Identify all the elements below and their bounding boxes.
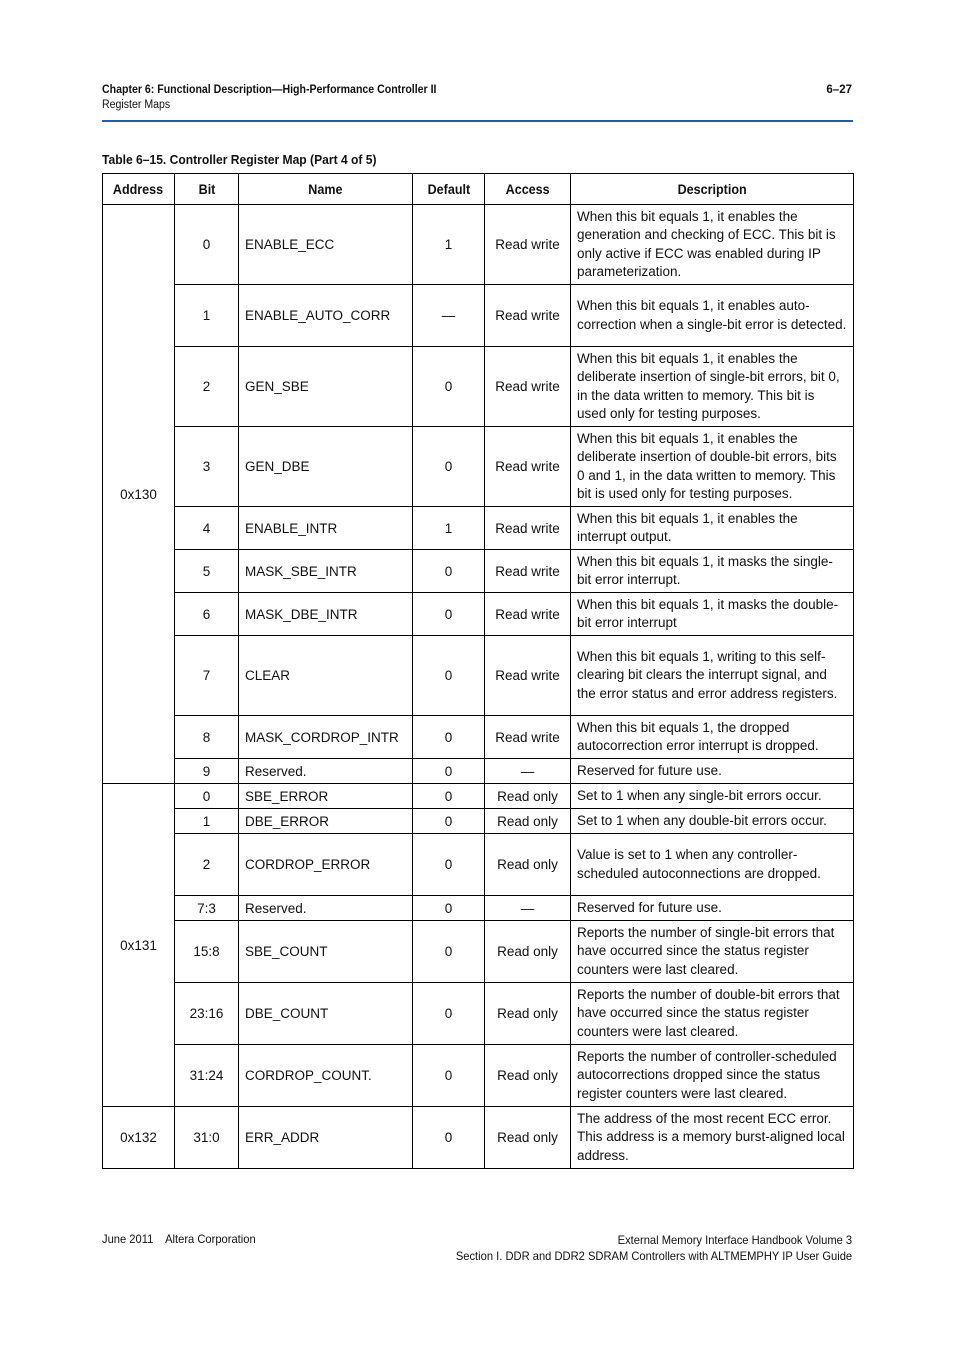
description-cell: When this bit equals 1, it enables auto-correction when a single-bit error is detected. (571, 285, 854, 347)
bit-cell: 1 (175, 809, 239, 834)
table-row (103, 427, 854, 507)
default-cell: 0 (413, 983, 485, 1045)
description-cell: When this bit equals 1, the dropped autocorrection error interrupt is dropped. (571, 716, 854, 759)
name-cell: DBE_ERROR (239, 809, 413, 834)
default-cell: 0 (413, 427, 485, 507)
table-row (103, 834, 854, 896)
section-title: Register Maps (102, 99, 171, 111)
default-cell: 0 (413, 784, 485, 809)
description-cell: When this bit equals 1, it enables the interrupt output. (571, 507, 854, 550)
default-cell: 0 (413, 1107, 485, 1169)
default-cell: 0 (413, 347, 485, 427)
access-cell: Read write (485, 716, 571, 759)
bit-cell: 7:3 (175, 896, 239, 921)
table-row (103, 896, 854, 921)
column-header-description: Description (571, 174, 854, 205)
name-cell: Reserved. (239, 759, 413, 784)
description-cell: Reports the number of controller-scheduled autocorrections dropped since the status register counters were last cleared. (571, 1045, 854, 1107)
address-cell: 0x132 (103, 1107, 175, 1169)
description-cell: Reserved for future use. (571, 896, 854, 921)
bit-cell: 2 (175, 347, 239, 427)
description-cell: The address of the most recent ECC error. This address is a memory burst-aligned local address. (571, 1107, 854, 1169)
header-rule (102, 120, 853, 122)
bit-cell: 23:16 (175, 983, 239, 1045)
bit-cell: 9 (175, 759, 239, 784)
table-row (103, 759, 854, 784)
default-cell: 0 (413, 636, 485, 716)
access-cell: Read write (485, 427, 571, 507)
table-row (103, 205, 854, 285)
table-row (103, 593, 854, 636)
table-row (103, 921, 854, 983)
table-row (103, 550, 854, 593)
address-cell: 0x131 (103, 784, 175, 1107)
name-cell: ENABLE_AUTO_CORR (239, 285, 413, 347)
access-cell: Read only (485, 809, 571, 834)
name-cell: CLEAR (239, 636, 413, 716)
default-cell: 0 (413, 759, 485, 784)
bit-cell: 7 (175, 636, 239, 716)
default-cell: 0 (413, 896, 485, 921)
footer-company: Altera Corporation (165, 1232, 256, 1246)
footer-handbook: External Memory Interface Handbook Volume 3 (617, 1233, 852, 1247)
footer-left (102, 1232, 265, 1246)
table-row (103, 716, 854, 759)
name-cell: MASK_SBE_INTR (239, 550, 413, 593)
description-cell: When this bit equals 1, it enables the generation and checking of ECC. This bit is only active if ECC was enabled during IP parameterization. (571, 205, 854, 285)
table-row (103, 1107, 854, 1169)
access-cell: Read write (485, 593, 571, 636)
bit-cell: 31:0 (175, 1107, 239, 1169)
name-cell: MASK_DBE_INTR (239, 593, 413, 636)
name-cell: Reserved. (239, 896, 413, 921)
column-header-access: Access (485, 174, 571, 205)
table-row (103, 784, 854, 809)
description-cell: Set to 1 when any double-bit errors occur. (571, 809, 854, 834)
table-row (103, 809, 854, 834)
table-caption: Table 6–15. Controller Register Map (Part 4 of 5) (102, 152, 377, 167)
name-cell: GEN_DBE (239, 427, 413, 507)
access-cell: Read only (485, 784, 571, 809)
bit-cell: 6 (175, 593, 239, 636)
column-header-bit: Bit (175, 174, 239, 205)
chapter-title: Chapter 6: Functional Description—High-Performance Controller II (102, 84, 437, 96)
table-header-row (103, 174, 854, 205)
description-cell: When this bit equals 1, writing to this self-clearing bit clears the interrupt signal, and the error status and error address registers. (571, 636, 854, 716)
bit-cell: 31:24 (175, 1045, 239, 1107)
table-row (103, 285, 854, 347)
default-cell: 1 (413, 507, 485, 550)
access-cell: Read only (485, 921, 571, 983)
description-cell: When this bit equals 1, it enables the deliberate insertion of double-bit errors, bits 0 and 1, in the data written to memory. This bit is used only for testing purposes. (571, 427, 854, 507)
table-row (103, 1045, 854, 1107)
description-cell: When this bit equals 1, it enables the deliberate insertion of single-bit errors, bit 0, in the data written to memory. This bit is used only for testing purposes. (571, 347, 854, 427)
column-header-name: Name (239, 174, 413, 205)
bit-cell: 3 (175, 427, 239, 507)
access-cell: Read only (485, 1107, 571, 1169)
access-cell: Read write (485, 550, 571, 593)
default-cell: 0 (413, 593, 485, 636)
default-cell: 1 (413, 205, 485, 285)
footer-guide: Section I. DDR and DDR2 SDRAM Controllers with ALTMEMPHY IP User Guide (455, 1249, 852, 1263)
name-cell: SBE_ERROR (239, 784, 413, 809)
table-row (103, 347, 854, 427)
access-cell: Read write (485, 636, 571, 716)
default-cell: 0 (413, 550, 485, 593)
page-header (102, 84, 852, 111)
table-row (103, 636, 854, 716)
table-row (103, 507, 854, 550)
bit-cell: 5 (175, 550, 239, 593)
access-cell: — (485, 896, 571, 921)
bit-cell: 0 (175, 205, 239, 285)
access-cell: — (485, 759, 571, 784)
footer-right (426, 1232, 852, 1264)
bit-cell: 2 (175, 834, 239, 896)
page-number: 6–27 (826, 84, 852, 96)
default-cell: 0 (413, 809, 485, 834)
access-cell: Read write (485, 347, 571, 427)
default-cell: 0 (413, 834, 485, 896)
bit-cell: 4 (175, 507, 239, 550)
table-body (103, 205, 854, 1169)
name-cell: SBE_COUNT (239, 921, 413, 983)
name-cell: ENABLE_INTR (239, 507, 413, 550)
name-cell: CORDROP_COUNT. (239, 1045, 413, 1107)
default-cell: 0 (413, 716, 485, 759)
default-cell: 0 (413, 1045, 485, 1107)
default-cell: 0 (413, 921, 485, 983)
access-cell: Read write (485, 205, 571, 285)
description-cell: Reports the number of single-bit errors that have occurred since the status register counters were last cleared. (571, 921, 854, 983)
access-cell: Read write (485, 285, 571, 347)
access-cell: Read only (485, 834, 571, 896)
bit-cell: 15:8 (175, 921, 239, 983)
footer-date: June 2011 (102, 1232, 154, 1246)
bit-cell: 8 (175, 716, 239, 759)
name-cell: ENABLE_ECC (239, 205, 413, 285)
default-cell: — (413, 285, 485, 347)
name-cell: DBE_COUNT (239, 983, 413, 1045)
name-cell: ERR_ADDR (239, 1107, 413, 1169)
description-cell: Reserved for future use. (571, 759, 854, 784)
description-cell: When this bit equals 1, it masks the single-bit error interrupt. (571, 550, 854, 593)
column-header-address: Address (103, 174, 175, 205)
name-cell: MASK_CORDROP_INTR (239, 716, 413, 759)
description-cell: Set to 1 when any single-bit errors occur. (571, 784, 854, 809)
register-map-table (102, 173, 854, 1169)
description-cell: Value is set to 1 when any controller-scheduled autoconnections are dropped. (571, 834, 854, 896)
access-cell: Read only (485, 1045, 571, 1107)
description-cell: When this bit equals 1, it masks the double-bit error interrupt (571, 593, 854, 636)
name-cell: GEN_SBE (239, 347, 413, 427)
access-cell: Read write (485, 507, 571, 550)
access-cell: Read only (485, 983, 571, 1045)
bit-cell: 1 (175, 285, 239, 347)
bit-cell: 0 (175, 784, 239, 809)
column-header-default: Default (413, 174, 485, 205)
table-row (103, 983, 854, 1045)
description-cell: Reports the number of double-bit errors that have occurred since the status register counters were last cleared. (571, 983, 854, 1045)
name-cell: CORDROP_ERROR (239, 834, 413, 896)
address-cell: 0x130 (103, 205, 175, 784)
